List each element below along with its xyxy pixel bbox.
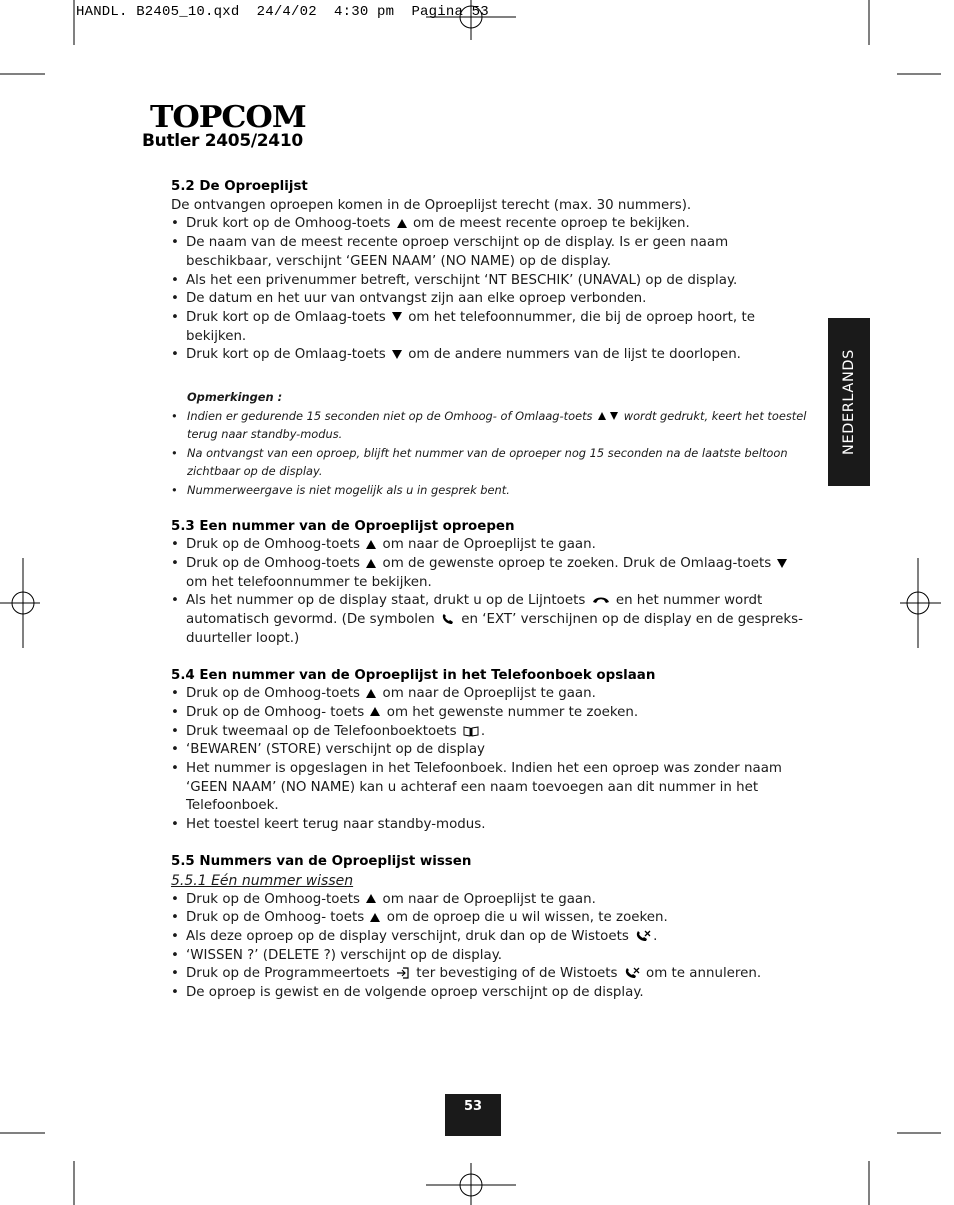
list-item: • De naam van de meest recente oproep verschijnt op de display. Is er geen naam beschikbaar, verschijnt ‘GEEN NAAM’ (NO NAME) op de display. — [171, 234, 811, 271]
list-item — [171, 346, 811, 365]
list-item-text: en ‘EXT’ verschijnen op de display en de gespreks-duurteller loopt.) — [186, 612, 803, 646]
section-title: 5.2 De Oproeplijst — [171, 179, 308, 194]
list-item-text: om naar de Oproeplijst te gaan. — [382, 537, 596, 553]
section-5-4 — [171, 667, 811, 835]
line-key-icon — [592, 596, 610, 604]
list-item — [171, 592, 811, 648]
program-key-icon — [396, 967, 410, 979]
section-intro: De ontvangen oproepen komen in de Oproeplijst terecht (max. 30 nummers). — [171, 197, 692, 213]
list-item-text: om het gewenste nummer te zoeken. — [386, 704, 639, 720]
list-item — [171, 215, 811, 234]
model-title: Butler 2405/2410 — [142, 131, 303, 151]
list-item-text: om naar de Oproeplijst te gaan. — [382, 686, 596, 702]
subsection-title: 5.5.1 Eén nummer wissen — [171, 872, 354, 889]
note-item: • Na ontvangst van een oproep, blijft het nummer van de oproeper nog 15 seconden na de laatste beltoon zichtbaar op de display. — [171, 444, 811, 481]
list-item-text: Druk kort op de Omlaag-toets — [186, 309, 386, 325]
up-arrow-icon — [366, 894, 376, 903]
section-5-5 — [171, 853, 811, 1003]
list-item-text: Druk tweemaal op de Telefoonboektoets — [186, 723, 457, 739]
list-item-text: Druk op de Omhoog-toets — [186, 686, 360, 702]
list-item-text: om het telefoonnummer te bekijken. — [186, 574, 432, 590]
list-item-text: Druk kort op de Omlaag-toets — [186, 347, 386, 363]
list-item — [171, 685, 811, 704]
section-title: 5.4 Een nummer van de Oproeplijst in het Telefoonboek opslaan — [171, 667, 656, 683]
note-item: • Nummerweergave is niet mogelijk als u in gesprek bent. — [171, 481, 811, 500]
note-text: Indien er gedurende 15 seconden niet op de Omhoog- of Omlaag-toets — [187, 408, 593, 423]
list-item: • Als het een privenummer betreft, verschijnt ‘NT BESCHIK’ (UNAVAL) op de display. — [171, 272, 811, 291]
list-item-text: Druk op de Omhoog- toets — [186, 704, 365, 720]
list-item — [171, 909, 811, 928]
brand-logo: TOPCOM — [150, 100, 306, 135]
note-text: wordt gedrukt, keert het toestel terug naar standby-modus. — [187, 408, 807, 442]
up-arrow-icon — [366, 559, 376, 568]
list-item-text: Druk op de Omhoog-toets — [186, 537, 360, 553]
phonebook-icon — [463, 725, 479, 737]
list-item-text: Druk op de Omhoog-toets — [186, 891, 360, 907]
list-item-text: en het nummer wordt automatisch gevormd. (De symbolen — [186, 593, 763, 628]
section-title: 5.3 Een nummer van de Oproeplijst oproepen — [171, 518, 515, 534]
list-item-text: om de oproep die u wil wissen, te zoeken. — [386, 910, 668, 926]
up-arrow-icon — [397, 219, 407, 228]
down-arrow-icon — [777, 559, 787, 568]
list-item: • ‘WISSEN ?’ (DELETE ?) verschijnt op de display. — [171, 947, 811, 966]
down-arrow-icon — [392, 350, 402, 359]
list-item — [171, 704, 811, 723]
list-item: • ‘BEWAREN’ (STORE) verschijnt op de display — [171, 741, 811, 760]
page-number-box — [445, 1094, 501, 1136]
up-down-arrows-icon — [598, 412, 618, 420]
list-item-text: ter bevestiging of de Wistoets — [416, 966, 618, 982]
up-arrow-icon — [370, 707, 380, 716]
list-item-text: Druk op de Programmeertoets — [186, 966, 390, 982]
list-item-text: om de gewenste oproep te zoeken. Druk de Omlaag-toets — [382, 556, 772, 571]
list-item — [171, 536, 811, 555]
list-item-text: . — [480, 723, 486, 739]
up-arrow-icon — [370, 913, 380, 922]
list-item — [171, 891, 811, 910]
list-item: • Het toestel keert terug naar standby-modus. — [171, 816, 811, 835]
delete-key-icon — [635, 930, 651, 942]
section-5-2 — [171, 178, 811, 500]
list-item-text: Als deze oproep op de display verschijnt, druk dan op de Wistoets — [186, 928, 629, 944]
up-arrow-icon — [366, 540, 376, 549]
print-slug: HANDL. B2405_10.qxd 24/4/02 4:30 pm Pagina 53 — [76, 4, 489, 20]
list-item — [171, 928, 811, 947]
list-item — [171, 555, 811, 592]
notes-title: Opmerkingen : — [187, 390, 283, 405]
list-item: • Het nummer is opgeslagen in het Telefoonboek. Indien het een oproep was zonder naam ‘GEEN NAAM’ (NO NAME) kan u achteraf een naam toevoegen aan dit nummer in het Telefoonboek. — [171, 760, 811, 816]
note-item — [171, 407, 811, 444]
section-5-3 — [171, 518, 811, 649]
list-item-text: om het telefoonnummer, die bij de oproep hoort, te bekijken. — [186, 309, 755, 344]
list-item — [171, 309, 811, 346]
section-title: 5.5 Nummers van de Oproeplijst wissen — [171, 853, 472, 869]
list-item — [171, 965, 811, 984]
notes-block — [171, 388, 811, 500]
list-item: • De datum en het uur van ontvangst zijn aan elke oproep verbonden. — [171, 290, 811, 309]
delete-key-icon — [624, 967, 640, 979]
language-tab — [828, 318, 870, 486]
list-item-text: Druk op de Omhoog- toets — [186, 910, 365, 926]
list-item-text: . — [653, 928, 658, 944]
list-item-text: om de andere nummers van de lijst te doorlopen. — [408, 347, 741, 363]
page-number: 53 — [463, 1099, 483, 1114]
list-item-text: Druk op de Omhoog-toets — [186, 556, 360, 571]
list-item-text: Als het nummer op de display staat, drukt u op de Lijntoets — [186, 593, 586, 609]
list-item — [171, 723, 811, 742]
down-arrow-icon — [392, 312, 402, 321]
list-item-text: om de meest recente oproep te bekijken. — [412, 216, 690, 232]
handset-icon — [441, 613, 455, 625]
language-tab-label: NEDERLANDS — [841, 349, 857, 455]
list-item-text: om naar de Oproeplijst te gaan. — [382, 891, 596, 907]
list-item-text: Druk kort op de Omhoog-toets — [186, 216, 391, 232]
manual-content — [171, 178, 811, 1003]
up-arrow-icon — [366, 689, 376, 698]
list-item: • De oproep is gewist en de volgende oproep verschijnt op de display. — [171, 984, 811, 1003]
list-item-text: om te annuleren. — [646, 966, 762, 982]
